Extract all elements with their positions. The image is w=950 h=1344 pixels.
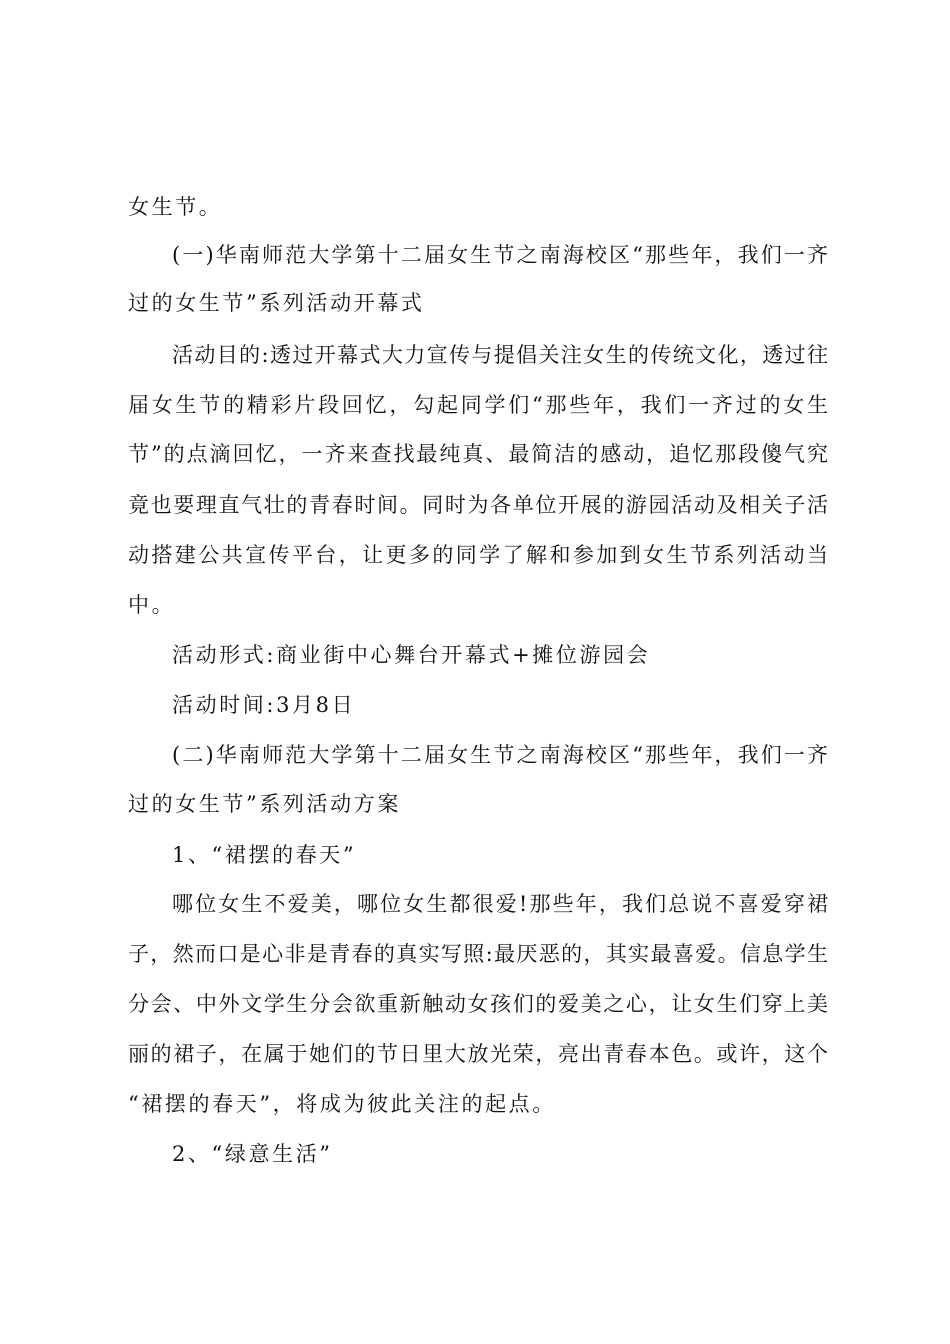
item-heading-1: 1、“裙摆的春天” [172,843,357,867]
activity-form: 活动形式:商业街中心舞台开幕式+摊位游园会 [172,643,651,667]
item-1-paragraph-line5: “裙摆的春天”，将成为彼此关注的起点。 [128,1092,556,1116]
section-heading-2-line2: 过的女生节”系列活动方案 [128,792,401,816]
item-1-paragraph-line4: 丽的裙子，在属于她们的节日里大放光荣，亮出青春本色。或许，这个 [128,1042,828,1066]
item-1-paragraph-line1: 哪位女生不爱美，哪位女生都很爱!那些年，我们总说不喜爱穿裙 [172,892,828,916]
activity-purpose-line3: 节”的点滴回忆，一齐来查找最纯真、最简洁的感动，追忆那段傻气究 [128,442,828,466]
activity-purpose-line2: 届女生节的精彩片段回忆，勾起同学们“那些年，我们一齐过的女生 [128,393,828,417]
activity-purpose-line4: 竟也要理直气壮的青春时间。同时为各单位开展的游园活动及相关子活 [128,493,828,517]
item-heading-2: 2、“绿意生活” [172,1142,333,1166]
activity-time: 活动时间:3月8日 [172,693,356,717]
section-heading-1-line1: (一)华南师范大学第十二届女生节之南海校区“那些年，我们一齐 [172,243,828,267]
paragraph-line-tail: 女生节。 [128,195,223,219]
section-heading-1-line2: 过的女生节”系列活动开幕式 [128,291,425,315]
item-1-paragraph-line3: 分会、中外文学生分会欲重新触动女孩们的爱美之心，让女生们穿上美 [128,992,828,1016]
item-1-paragraph-line2: 子，然而口是心非是青春的真实写照:最厌恶的，其实最喜爱。信息学生 [128,942,828,966]
activity-purpose-line6: 中。 [128,593,176,617]
section-heading-2-line1: (二)华南师范大学第十二届女生节之南海校区“那些年，我们一齐 [172,743,828,767]
activity-purpose-line5: 动搭建公共宣传平台，让更多的同学了解和参加到女生节系列活动当 [128,543,828,567]
activity-purpose-line1: 活动目的:透过开幕式大力宣传与提倡关注女生的传统文化，透过往 [172,343,828,367]
